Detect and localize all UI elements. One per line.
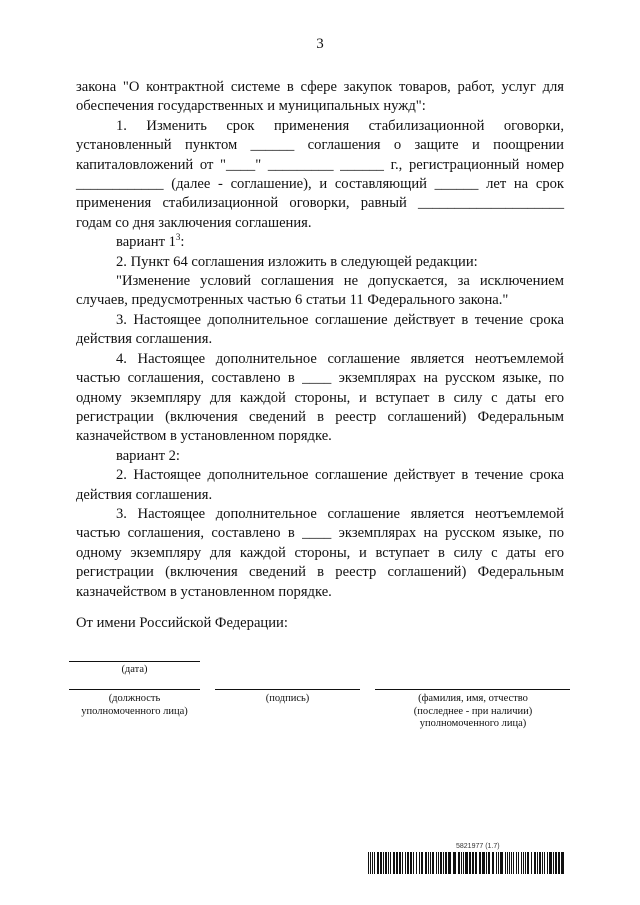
paragraph-suffix: :	[180, 234, 185, 251]
paragraph-text: 1. Изменить срок применения стабилизационной оговорки, установленный пунктом ______ соглашения о защите и поощрении капиталовложений от "____" _________ ______ г., регистрационный номер ____________ (далее - соглашение), и составляющий ______ лет на срок применения стабилизационной оговорки, равный ____________________ годам со дня заключения соглашения.	[76, 117, 564, 231]
body-paragraph	[76, 253, 564, 272]
on-behalf-label: От имени Российской Федерации:	[76, 614, 288, 631]
body-paragraph	[76, 311, 564, 350]
paragraph-list	[76, 78, 564, 602]
name-line	[375, 689, 570, 690]
body-paragraph	[76, 117, 564, 233]
body-paragraph	[76, 272, 564, 311]
paragraph-text: 2. Настоящее дополнительное соглашение действует в течение срока действия соглашения.	[76, 467, 564, 503]
body-paragraph	[76, 447, 564, 466]
body-paragraph	[76, 466, 564, 505]
paragraph-text: 2. Пункт 64 соглашения изложить в следующей редакции:	[116, 253, 478, 270]
body-paragraph	[76, 350, 564, 447]
page-number: 3	[316, 36, 324, 52]
paragraph-text: "Изменение условий соглашения не допускается, за исключением случаев, предусмотренных частью 6 статьи 11 Федерального закона."	[76, 273, 564, 309]
paragraph-text: закона "О контрактной системе в сфере закупок товаров, работ, услуг для обеспечения государственных и муниципальных нужд":	[76, 79, 564, 115]
barcode-image	[368, 852, 564, 874]
document-body	[76, 78, 564, 633]
date-caption: (дата)	[121, 664, 148, 675]
name-caption: (фамилия, имя, отчество (последнее - при наличии) уполномоченного лица)	[413, 693, 533, 729]
footnote-marker: 3	[175, 232, 181, 243]
paragraph-text: вариант 2:	[116, 447, 180, 464]
position-caption: (должность уполномоченного лица)	[81, 693, 188, 717]
barcode-caption: 5821977 (1.7)	[456, 843, 500, 850]
signature-line	[215, 689, 360, 690]
body-paragraph	[76, 78, 564, 117]
position-line	[69, 689, 200, 690]
paragraph-text: 3. Настоящее дополнительное соглашение является неотъемлемой частью соглашения, составлено в ____ экземплярах на русском языке, по одному экземпляру для каждой стороны, и вступает в силу с даты его регистрации (включения сведений в реестр соглашений) Федеральным казначейством в установленном порядке.	[76, 505, 564, 600]
paragraph-text: 4. Настоящее дополнительное соглашение является неотъемлемой частью соглашения, составлено в ____ экземплярах на русском языке, по одному экземпляру для каждой стороны, и вступает в силу с даты его регистрации (включения сведений в реестр соглашений) Федеральным казначейством в установленном порядке.	[76, 350, 564, 445]
paragraph-text: вариант 1	[116, 234, 176, 251]
body-paragraph	[76, 505, 564, 602]
paragraph-text: 3. Настоящее дополнительное соглашение действует в течение срока действия соглашения.	[76, 311, 564, 348]
date-line	[69, 661, 200, 662]
signature-caption: (подпись)	[265, 693, 310, 704]
body-paragraph	[76, 233, 564, 252]
